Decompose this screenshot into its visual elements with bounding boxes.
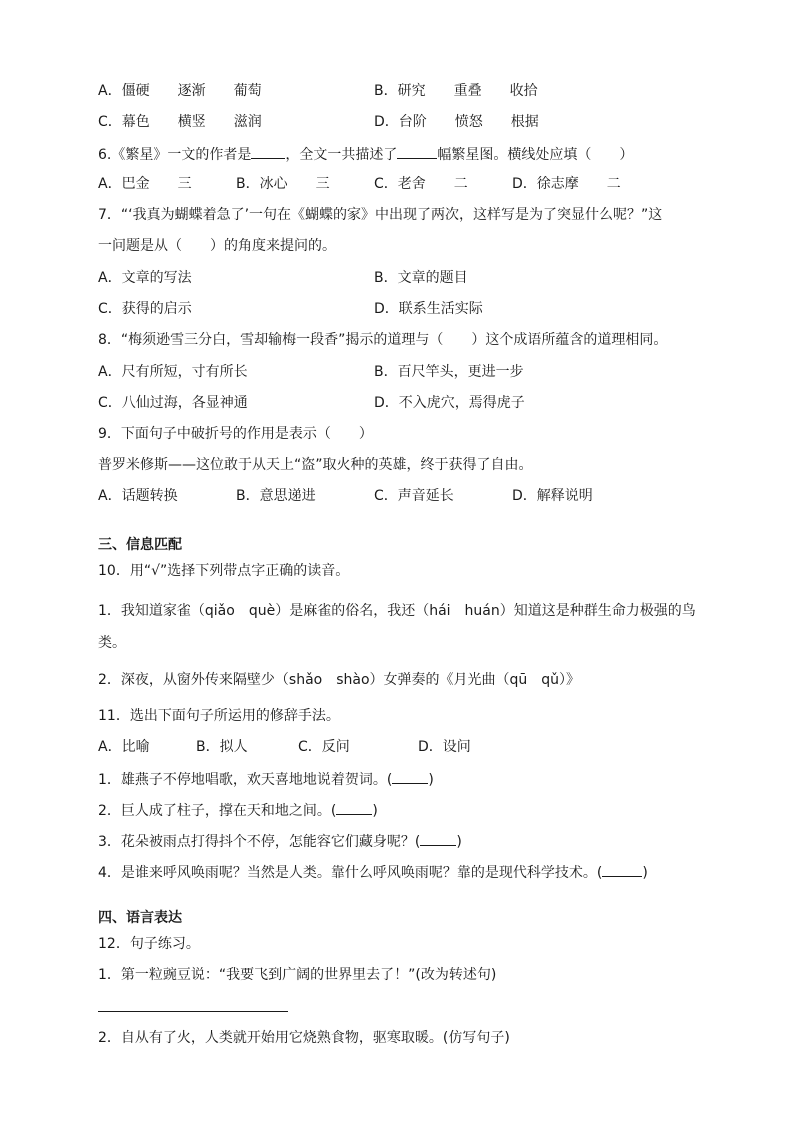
q11-item-2 — [98, 799, 378, 821]
q8-option-d: D．不入虎穴，焉得虎子 — [374, 395, 525, 411]
q6-blank-count[interactable] — [397, 143, 437, 159]
q6-option-a: A．巴金 三 — [98, 176, 192, 192]
q7-option-c: C．获得的启示 — [98, 301, 192, 317]
q11-option-b: B．拟人 — [196, 739, 248, 755]
q11-item-3-close: ) — [456, 834, 462, 850]
q6-option-c: C．老舍 二 — [374, 176, 468, 192]
q7-question-line1: 7．“‘我真为蝴蝶着急了’一句在《蝴蝶的家》中出现了两次，这样写是为了突显什么呢？”这 — [98, 207, 663, 223]
q9-option-a: A．话题转换 — [98, 488, 178, 504]
q9-option-b: B．意思递进 — [236, 488, 316, 504]
q11-item-4-blank[interactable] — [602, 861, 642, 877]
q10-item-1-line2: 类。 — [98, 635, 126, 651]
q7-question-line2: 一问题是从（ ）的角度来提问的。 — [98, 238, 336, 254]
q11-item-2-close: ) — [372, 803, 378, 819]
q10-question: 10．用“√”选择下列带点字正确的读音。 — [98, 563, 350, 579]
q11-option-d: D．设问 — [418, 739, 471, 755]
q7-option-b: B．文章的题目 — [374, 270, 468, 286]
q6-option-b: B．冰心 三 — [236, 176, 330, 192]
q6-blank-author[interactable] — [251, 143, 285, 159]
q11-item-1-close: ) — [428, 772, 434, 788]
q5-option-c: C．幕色 横竖 滋润 — [98, 114, 262, 130]
q11-item-2-text: 2．巨人成了柱子，撑在天和地之间。( — [98, 803, 337, 819]
q11-item-3-text: 3．花朵被雨点打得抖个不停，怎能容它们藏身呢？( — [98, 834, 421, 850]
q11-item-4 — [98, 861, 648, 883]
q11-item-4-close: ) — [642, 865, 648, 881]
q12-item-1-answer-line[interactable] — [98, 1011, 288, 1012]
q8-option-b: B．百尺竿头，更进一步 — [374, 364, 524, 380]
q11-item-2-blank[interactable] — [336, 799, 372, 815]
q6-option-d: D．徐志摩 二 — [512, 176, 621, 192]
q6-text-middle: ，全文一共描述了 — [285, 147, 398, 163]
q11-item-1-blank[interactable] — [392, 768, 428, 784]
q11-item-1-text: 1．雄燕子不停地唱歌，欢天喜地地说着贺词。( — [98, 772, 393, 788]
q8-option-a: A．尺有所短，寸有所长 — [98, 364, 248, 380]
q11-option-c: C．反问 — [298, 739, 350, 755]
q11-option-a: A．比喻 — [98, 739, 150, 755]
q5-option-a: A．僵硬 逐渐 葡萄 — [98, 83, 262, 99]
q12-item-1: 1．第一粒豌豆说：“我要飞到广阔的世界里去了！”(改为转述句) — [98, 967, 497, 983]
q12-item-2: 2．自从有了火，人类就开始用它烧熟食物，驱寒取暖。(仿写句子) — [98, 1030, 510, 1046]
q8-question: 8．“梅须逊雪三分白，雪却输梅一段香”揭示的道理与（ ）这个成语所蕴含的道理相同。 — [98, 332, 668, 348]
q5-option-b: B．研究 重叠 收拾 — [374, 83, 538, 99]
q7-option-d: D．联系生活实际 — [374, 301, 483, 317]
q8-option-c: C．八仙过海，各显神通 — [98, 395, 248, 411]
q6-text-before: 6.《繁星》一文的作者是 — [98, 147, 252, 163]
q7-option-a: A．文章的写法 — [98, 270, 192, 286]
q9-sentence: 普罗米修斯——这位敢于从天上“盗”取火种的英雄，终于获得了自由。 — [98, 457, 533, 473]
section4-heading: 四、语言表达 — [98, 910, 182, 926]
q12-question: 12．句子练习。 — [98, 936, 200, 952]
q6-text-after: 幅繁星图。横线处应填（ ） — [437, 147, 634, 163]
q11-item-3 — [98, 830, 462, 852]
q10-item-2: 2．深夜，从窗外传来隔壁少（shǎo shào）女弹奏的《月光曲（qū qǔ）》 — [98, 672, 581, 688]
q9-option-d: D．解释说明 — [512, 488, 593, 504]
q11-item-1 — [98, 768, 434, 790]
q5-option-d: D．台阶 愤怒 根据 — [374, 114, 539, 130]
q11-item-3-blank[interactable] — [420, 830, 456, 846]
q11-question: 11．选出下面句子所运用的修辞手法。 — [98, 708, 340, 724]
section3-heading: 三、信息匹配 — [98, 537, 182, 553]
q9-question: 9．下面句子中破折号的作用是表示（ ） — [98, 426, 373, 442]
q6-question — [98, 143, 633, 165]
q10-item-1-line1: 1．我知道家雀（qiǎo què）是麻雀的俗名，我还（hái huán）知道这是种群生命力极强的鸟 — [98, 603, 696, 619]
q11-item-4-text: 4．是谁来呼风唤雨呢？当然是人类。靠什么呼风唤雨呢？靠的是现代科学技术。( — [98, 865, 603, 881]
q9-option-c: C．声音延长 — [374, 488, 454, 504]
